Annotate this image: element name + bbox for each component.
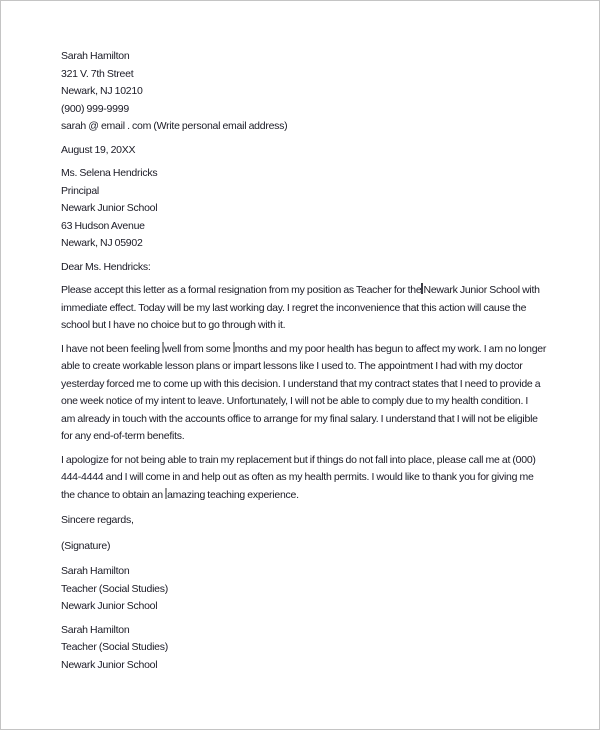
paragraph [61, 452, 541, 505]
paragraph-line: the chance to obtain an amazing teaching experience. [61, 488, 299, 501]
cursor-bar [233, 342, 235, 353]
letter-body [61, 282, 547, 504]
signer-organization: Newark Junior School [61, 600, 158, 612]
signature-placeholder: (Signature) [61, 539, 111, 552]
paragraph-line: able to create workable lesson plans or impart lessons like I used to. The appointment I had with my doctor [61, 360, 523, 372]
cursor-bar [165, 488, 167, 499]
sender-email: sarah @ email . com (Write personal email address) [61, 120, 288, 132]
letter-date: August 19, 20XX [61, 143, 136, 156]
sender-address [61, 48, 541, 136]
recipient-name: Ms. Selena Hendricks [61, 167, 158, 179]
cursor-bar [162, 342, 164, 353]
paragraph-line: school but I have no choice but to go through with it. [61, 319, 286, 331]
cursor-bar [421, 283, 423, 294]
signer-title: Teacher (Social Studies) [61, 582, 169, 595]
sender-street: 321 V. 7th Street [61, 67, 134, 80]
recipient-address [61, 165, 541, 253]
paragraph-line: one week notice of my intent to leave. Unfortunately, I will not be able to comply due to my health condition. I [61, 395, 529, 407]
paragraph-line: 444-4444 and I will come in and help out as often as my health permits. I would like to thank you for giving me [61, 471, 534, 483]
salutation: Dear Ms. Hendricks: [61, 260, 151, 273]
signature-block-1 [61, 563, 541, 616]
recipient-organization: Newark Junior School [61, 202, 158, 214]
resignation-letter [1, 1, 599, 674]
recipient-street: 63 Hudson Avenue [61, 219, 145, 232]
recipient-title: Principal [61, 184, 100, 197]
paragraph-line: immediate effect. Today will be my last working day. I regret the inconvenience that this action will cause the [61, 301, 527, 314]
paragraph-line: yesterday forced me to come up with this decision. I understand that my contract states that I need to provide a [61, 377, 541, 390]
closing: Sincere regards, [61, 514, 134, 526]
signer-organization: Newark Junior School [61, 658, 158, 671]
paragraph [61, 341, 547, 446]
signer-name: Sarah Hamilton [61, 565, 130, 577]
paragraph-line: Please accept this letter as a formal resignation from my position as Teacher for the Newark Junior School with [61, 284, 540, 296]
sender-name: Sarah Hamilton [61, 50, 130, 62]
paragraph-line: for any end-of-term benefits. [61, 430, 185, 442]
paragraph [61, 282, 541, 335]
recipient-city: Newark, NJ 05902 [61, 237, 143, 249]
signature-block-2 [61, 622, 541, 675]
sender-phone: (900) 999-9999 [61, 102, 129, 115]
signer-name: Sarah Hamilton [61, 623, 130, 636]
signer-title: Teacher (Social Studies) [61, 641, 169, 653]
paragraph-line: am already in touch with the accounts office to arrange for my final salary. I understand that I will not be eligible [61, 412, 538, 425]
paragraph-line: I have not been feeling well from some months and my poor health has begun to affect my work. I am no longer [61, 342, 547, 355]
sender-city: Newark, NJ 10210 [61, 85, 143, 97]
paragraph-line: I apologize for not being able to train my replacement but if things do not fall into place, please call me at (000) [61, 453, 536, 466]
